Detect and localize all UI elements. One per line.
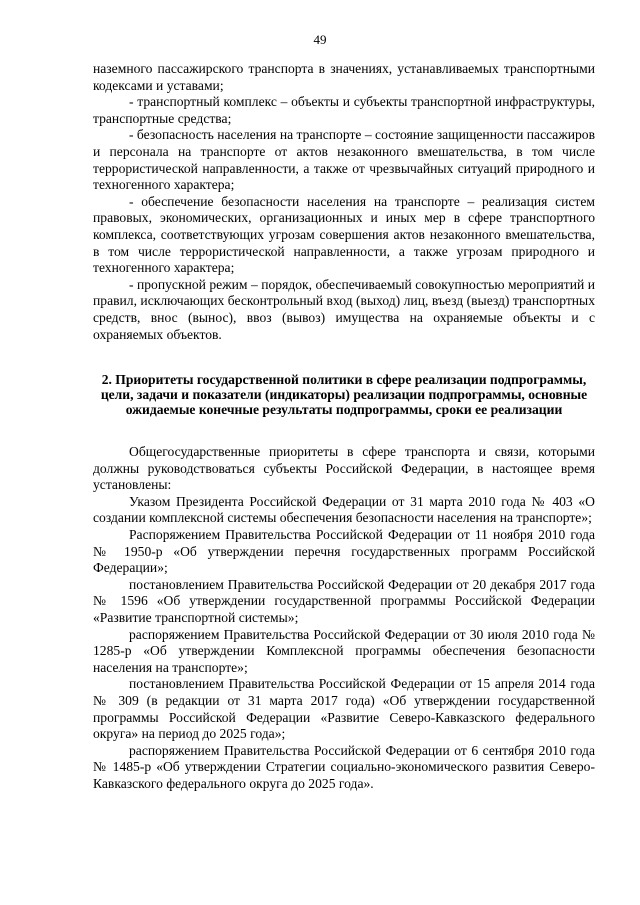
paragraph-decree-403: Указом Президента Российской Федерации от 31 марта 2010 года № 403 «О создании комплексной системы обеспечения безопасности населения на транспорте»; xyxy=(93,493,595,526)
paragraph-order-1950: Распоряжением Правительства Российской Федерации от 11 ноября 2010 года № 1950-р «Об утверждении перечня государственных программ Российской Федерации»; xyxy=(93,526,595,576)
page-number: 49 xyxy=(313,32,327,47)
definition-transport-security: - безопасность населения на транспорте – состояние защищенности пассажиров и персонала на транспорте от актов незаконного вмешательства, в том числе террористической направленности, а также от чрезвычайных ситуаций природного и техногенного характера; xyxy=(93,127,596,193)
paragraph-order-1485: распоряжением Правительства Российской Федерации от 6 сентября 2010 года № 1485-р «Об утверждении Стратегии социально-экономического развития Северо-Кавказского федерального округа до 2025 года». xyxy=(93,742,595,791)
definition-access-regime: - пропускной режим – порядок, обеспечиваемый совокупностью мероприятий и правил, исключающих бесконтрольный вход (выход) лиц, въезд (выезд) транспортных средств, внос (вынос), ввоз (вывоз) имущества на охраняемые объекты и с охраняемых объектов. xyxy=(93,276,595,342)
paragraph-resolution-309: постановлением Правительства Российской Федерации от 15 апреля 2014 года № 309 (в редакции от 31 марта 2017 года) «Об утверждении государственной программы Российской Федерации «Развитие Северо-Кавказского федерального округа» на период до 2025 года»; xyxy=(93,676,595,742)
priorities-block xyxy=(93,444,595,792)
paragraph-intro: Общегосударственные приоритеты в сфере транспорта и связи, которыми должны руководствоваться субъекты Российской Федерации, в настоящее время установлены: xyxy=(93,444,595,493)
definitions-block xyxy=(93,61,595,343)
paragraph-order-1285: распоряжением Правительства Российской Федерации от 30 июля 2010 года № 1285-р «Об утверждении Комплексной программы обеспечения безопасности населения на транспорте»; xyxy=(93,626,595,675)
definition-security-provision: - обеспечение безопасности населения на транспорте – реализация систем правовых, экономических, организационных и иных мер в сфере транспортного комплекса, соответствующих угрозам совершения актов незаконного вмешательства, в том числе террористической направленности, а также угрозам природного и техногенного характера; xyxy=(93,193,595,276)
paragraph-continuation: наземного пассажирского транспорта в значениях, устанавливаемых транспортными кодексами и уставами; xyxy=(93,61,595,93)
section-heading: 2. Приоритеты государственной политики в сфере реализации подпрограммы, цели, задачи и показатели (индикаторы) реализации подпрограммы, основные ожидаемые конечные результаты подпрограммы, сроки ее реализации xyxy=(100,372,588,418)
definition-transport-complex: - транспортный комплекс – объекты и субъекты транспортной инфраструктуры, транспортные средства; xyxy=(93,94,595,126)
paragraph-resolution-1596: постановлением Правительства Российской Федерации от 20 декабря 2017 года № 1596 «Об утверждении государственной программы Российской Федерации «Развитие транспортной системы»; xyxy=(93,576,595,625)
